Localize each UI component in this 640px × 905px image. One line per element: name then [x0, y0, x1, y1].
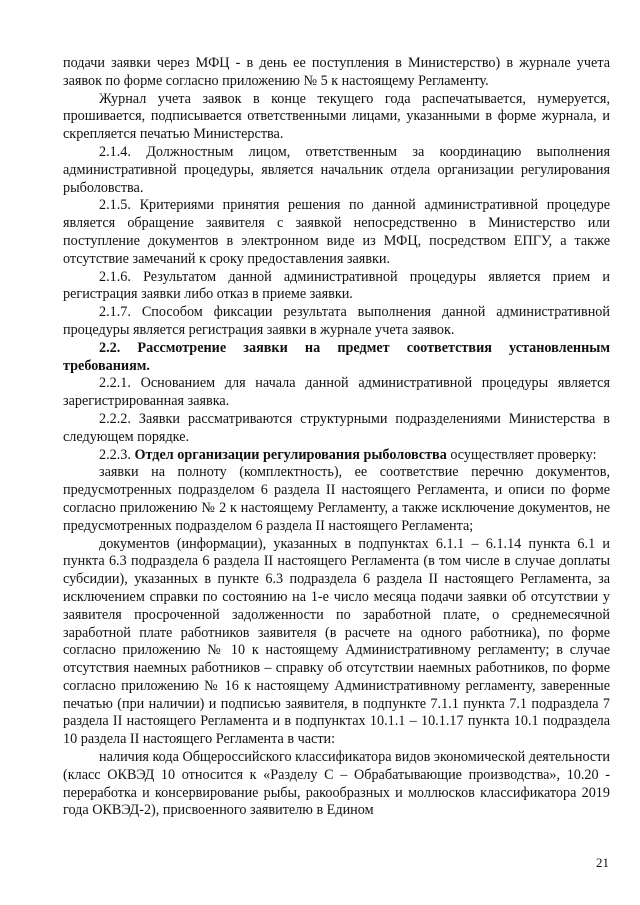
paragraph-mixed: [63, 447, 610, 465]
paragraph: 2.1.6. Результатом данной административной процедуры является прием и регистрация заявки либо отказ в приеме заявки.: [63, 268, 610, 303]
document-page: [63, 55, 610, 820]
page-number: 21: [596, 855, 609, 870]
paragraph-text: осуществляет проверку:: [450, 446, 597, 463]
paragraph: 2.1.4. Должностным лицом, ответственным за координацию выполнения административной процедуры, является начальник отдела организации регулирования рыболовства.: [63, 143, 610, 196]
paragraph: Журнал учета заявок в конце текущего года распечатывается, нумеруется, прошивается, подписывается ответственными лицами, указанными в форме журнала, и скрепляется печатью Министерства.: [63, 90, 610, 143]
paragraph: 2.1.7. Способом фиксации результата выполнения данной административной процедуры является регистрация заявки в журнале учета заявок.: [63, 304, 610, 338]
paragraph: подачи заявки через МФЦ - в день ее поступления в Министерство) в журнале учета заявок по форме согласно приложению № 5 к настоящему Регламенту.: [63, 55, 610, 89]
paragraph: 2.2.2. Заявки рассматриваются структурными подразделениями Министерства в следующем порядке.: [63, 410, 610, 445]
paragraph: наличия кода Общероссийского классификатора видов экономической деятельности (класс ОКВЭД 10 относится к «Разделу С – Обрабатывающие производства», 10.20 - переработка и консервирование рыбы, ракообразных и моллюсков классификатора 2019 года ОКВЭД-2), присвоенного заявителю в Едином: [63, 749, 610, 819]
paragraph: 2.1.5. Критериями принятия решения по данной административной процедуре является обращение заявителя с заявкой непосредственно в Министерство или поступление документов в электронном виде из МФЦ, посредством ЕПГУ, а также отсутствие замечаний к сроку предоставления заявки.: [63, 197, 610, 267]
department-name: Отдел организации регулирования рыболовства: [134, 446, 447, 463]
paragraph: документов (информации), указанных в подпунктах 6.1.1 – 6.1.14 пункта 6.1 и пункта 6.3 подраздела 6 раздела II настоящего Регламента (в том числе в случае доплаты субсидии), указанных в пункте 6.3 подраздела 6 раздела II настоящего Регламента, за исключением справки по состоянию на 1-е число месяца подачи заявки об отсутствии у заявителя просроченной задолженности по заработной плате, о среднемесячной заработной плате работников заявителя (в расчете на одного работника), по форме согласно приложению № 10 к настоящему Административному регламенту; в случае отсутствия наемных работников – справку об отсутствии наемных работников, по форме согласно приложению № 16 к настоящему Административному регламенту, заверенные печатью (при наличии) и подписью заявителя, в подпункте 7.1.1 пункта 7.1 подраздела 7 раздела II настоящего Регламента и в подпунктах 10.1.1 – 10.1.17 пункта 10.1 подраздела 10 раздела II настоящего Регламента в части:: [63, 535, 610, 748]
clause-number: 2.2.3.: [99, 446, 131, 463]
section-heading: 2.2. Рассмотрение заявки на предмет соответствия установленным требованиям.: [63, 339, 610, 374]
paragraph: заявки на полноту (комплектность), ее соответствие перечню документов, предусмотренных подразделом 6 раздела II настоящего Регламента, и описи по форме согласно приложению № 2 к настоящему Регламенту, а также исключение документов, не предусмотренных подразделом 6 раздела II настоящего Регламента;: [63, 464, 610, 534]
paragraph: 2.2.1. Основанием для начала данной административной процедуры является зарегистрированная заявка.: [63, 375, 610, 410]
